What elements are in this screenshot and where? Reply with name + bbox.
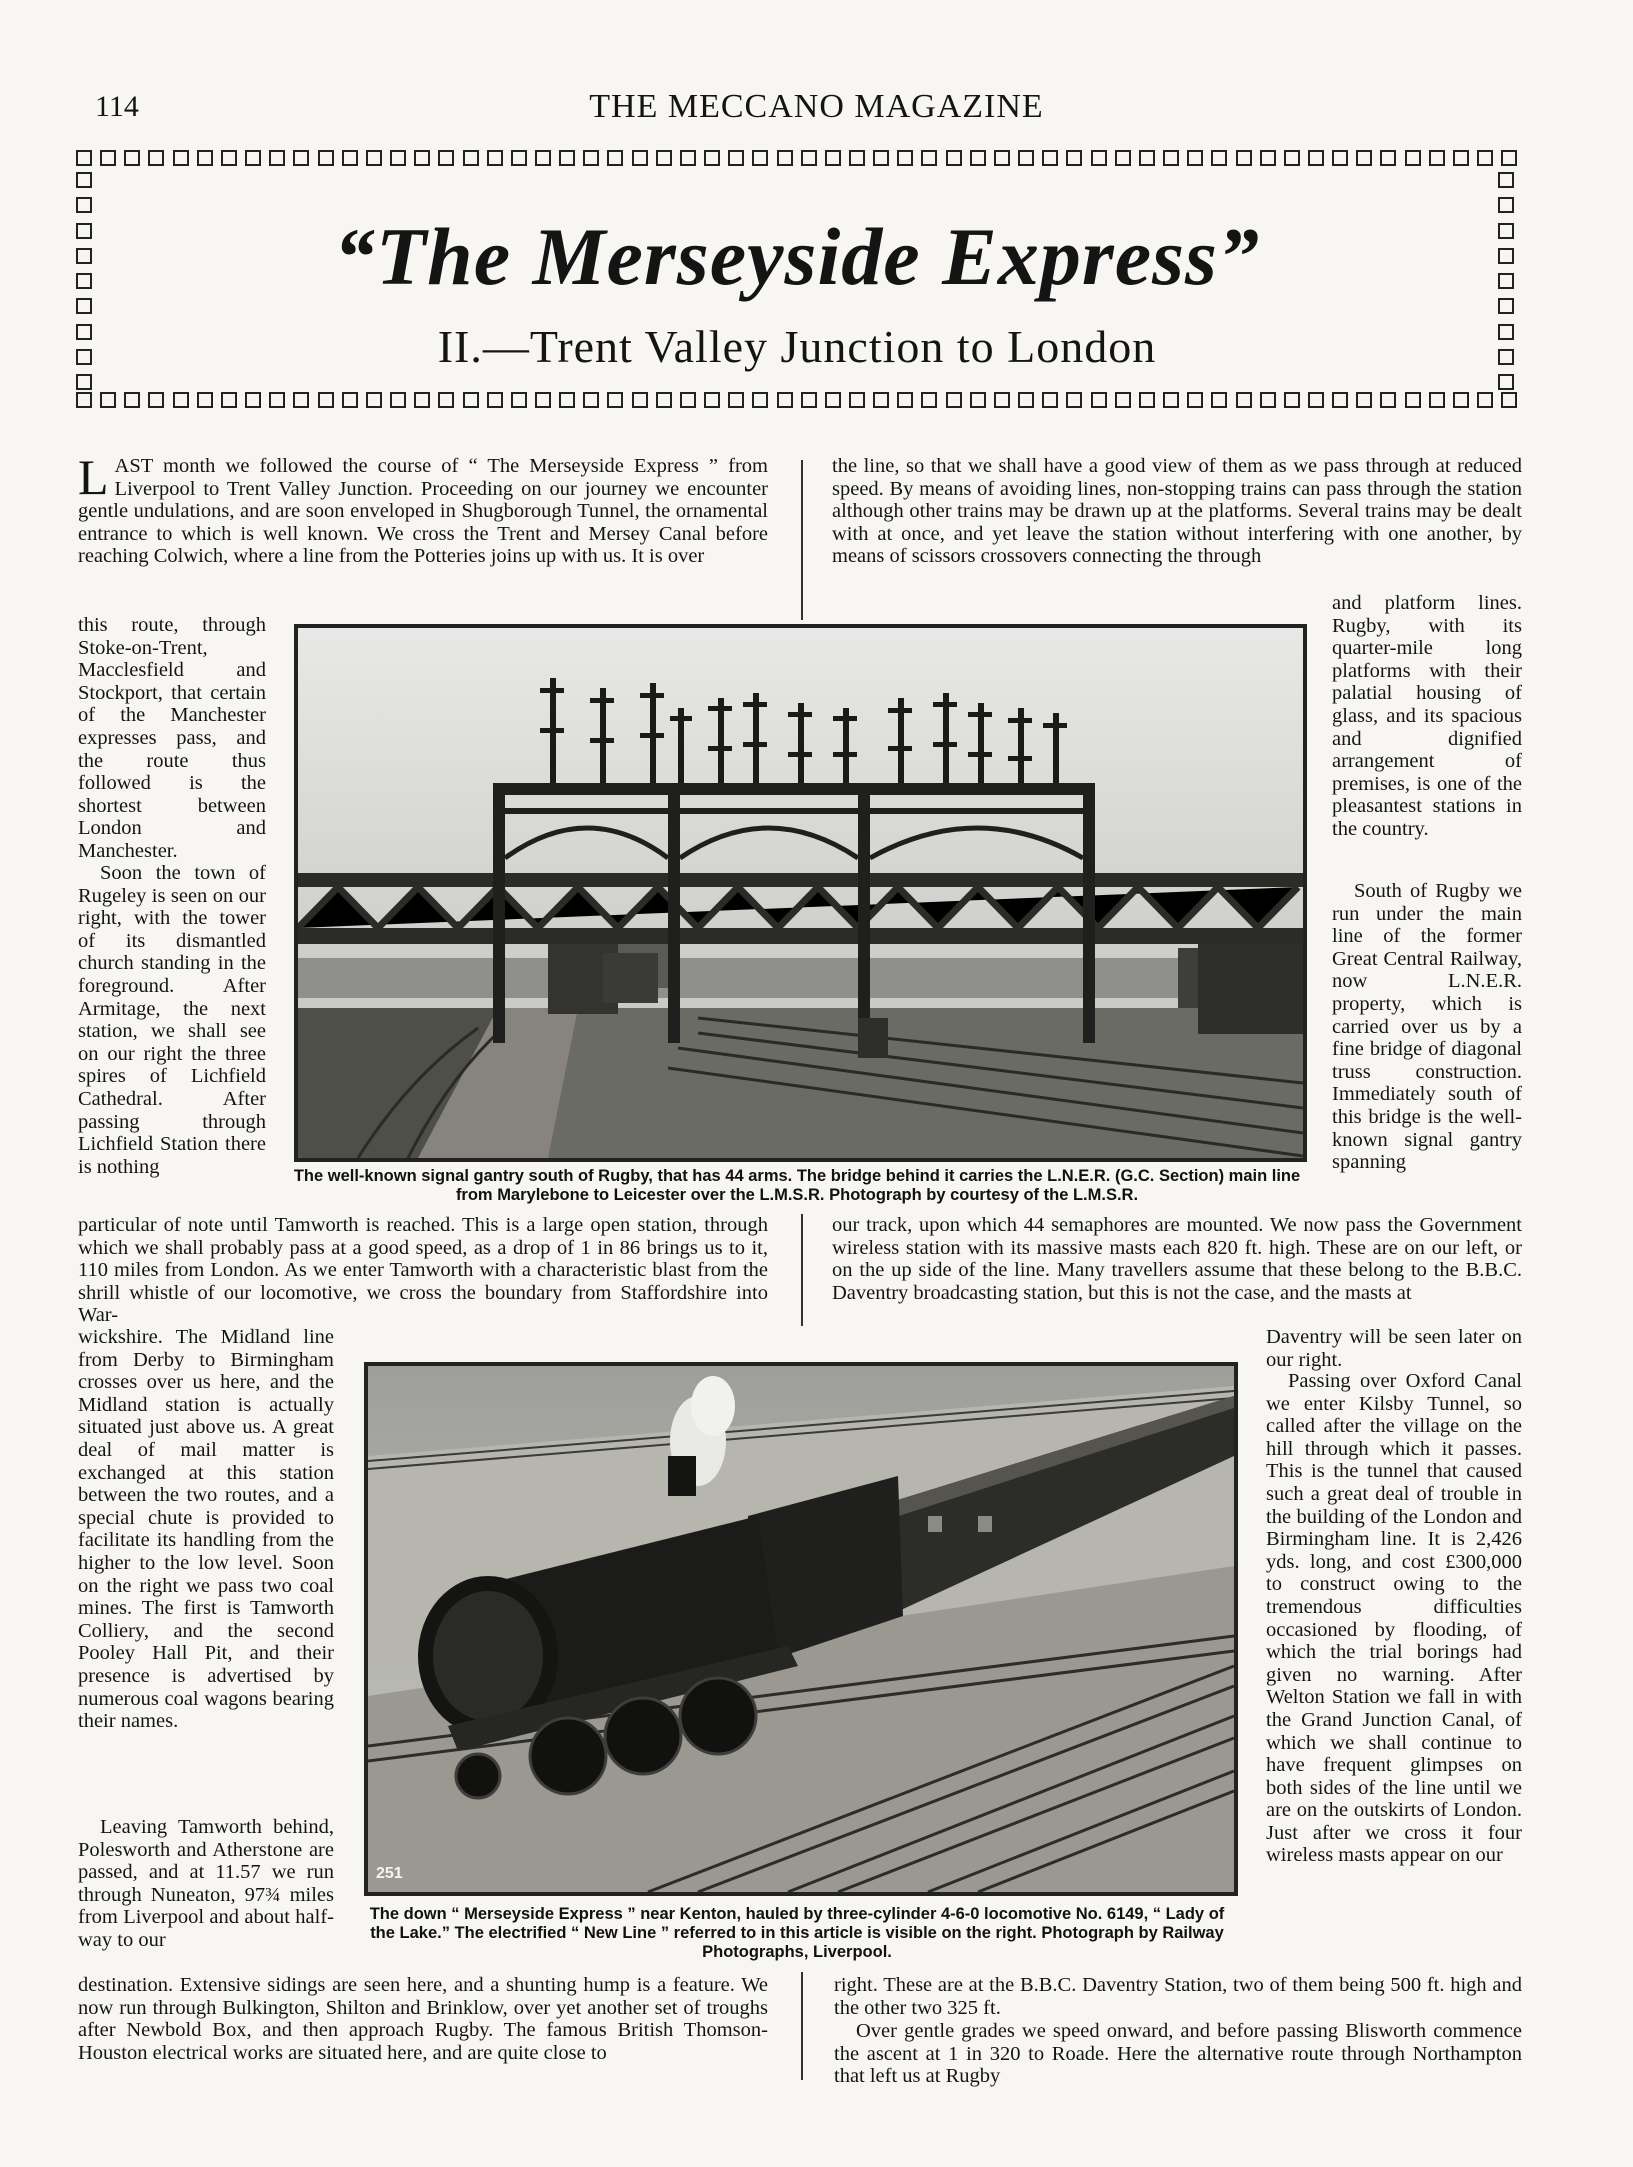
border-square <box>438 150 454 166</box>
border-square <box>1139 150 1155 166</box>
signal-gantry-illustration <box>298 628 1303 1158</box>
border-square <box>1260 150 1276 166</box>
border-square <box>1501 392 1517 408</box>
border-square <box>487 150 503 166</box>
paragraph: particular of note until Tamworth is reached. This is a large open station, through which we shall probably pass at a good speed, as a drop of 1 in 86 brings us to it, 110 miles from London. As we enter Tamworth with a characteristic blast from the shrill whistle of our locomotive, we cross the boundary from Staffordshire into War- <box>78 1214 768 1327</box>
border-square <box>342 150 358 166</box>
border-square <box>656 150 672 166</box>
border-square <box>680 150 696 166</box>
border-square <box>1429 392 1445 408</box>
border-square <box>1429 150 1445 166</box>
train-photo-caption: The down “ Merseyside Express ” near Kenton, hauled by three-cylinder 4-6-0 locomotive No. 6149, “ Lady of the Lake.” The electrified “ New Line ” referred to in this article is visible on the right. Photograph by Railway Photographs, Liverpool. <box>369 1905 1225 1961</box>
border-square <box>801 392 817 408</box>
border-square <box>366 150 382 166</box>
border-square <box>221 150 237 166</box>
border-square <box>1332 150 1348 166</box>
border-square <box>777 150 793 166</box>
border-square <box>632 392 648 408</box>
paragraph: Passing over Oxford Canal we enter Kilsby Tunnel, so called after the village on the hill through which it passes. This is the tunnel that caused such a great deal of trouble in the building of the London and Birmingham line. It is 2,426 yds. long, and cost £300,000 to construct owing to the tremendous difficulties occasioned by flooding, of which the trial borings had given no warning. After Welton Station we fall in with the Grand Junction Canal, of which we shall continue to have frequent glimpses on both sides of the line until we are on the outskirts of London. Just after we cross it four wireless masts appear on our <box>1266 1370 1522 1867</box>
border-square <box>414 150 430 166</box>
border-square <box>704 150 720 166</box>
border-square <box>342 392 358 408</box>
border-square <box>173 150 189 166</box>
border-square <box>269 392 285 408</box>
border-square <box>535 150 551 166</box>
border-square <box>197 392 213 408</box>
border-square <box>463 150 479 166</box>
border-square <box>1380 392 1396 408</box>
border-square <box>970 392 986 408</box>
border-square <box>1308 150 1324 166</box>
paragraph: Over gentle grades we speed onward, and before passing Blisworth commence the ascent at 1 in 320 to Roade. Here the alternative route through Northampton that left us at Rugby <box>834 2020 1522 2088</box>
border-square <box>777 392 793 408</box>
border-square <box>1211 150 1227 166</box>
photo-number: 251 <box>376 1865 403 1882</box>
gantry-photo-caption: The well-known signal gantry south of Rugby, that has 44 arms. The bridge behind it carries the L.N.E.R. (G.C. Section) main line from Marylebone to Leicester over the L.M.S.R. Photograph by courtesy of the L.M.S.R. <box>293 1167 1301 1204</box>
border-square <box>583 150 599 166</box>
paragraph: Leaving Tamworth behind, Polesworth and Atherstone are passed, and at 11.57 we run through Nuneaton, 97¾ miles from Liverpool and about half-way to our <box>78 1816 334 1951</box>
border-square <box>245 392 261 408</box>
border-square <box>1405 392 1421 408</box>
border-square <box>559 150 575 166</box>
border-square <box>318 150 334 166</box>
border-square <box>148 392 164 408</box>
border-square <box>1498 374 1514 390</box>
border-square <box>1477 392 1493 408</box>
border-square <box>825 150 841 166</box>
border-square <box>1091 392 1107 408</box>
paragraph: and platform lines. Rugby, with its quarter-mile long platforms with their palatial housing of glass, and its spacious and dignified arrangement of premises, is one of the pleasantest stations in the country. <box>1332 592 1522 840</box>
border-square <box>607 392 623 408</box>
border-square <box>390 150 406 166</box>
border-square <box>414 392 430 408</box>
border-square <box>76 392 92 408</box>
border-square <box>269 150 285 166</box>
border-square <box>680 392 696 408</box>
border-square <box>1332 392 1348 408</box>
border-square <box>293 150 309 166</box>
page-number: 114 <box>95 90 139 123</box>
border-square <box>1018 392 1034 408</box>
border-square <box>173 392 189 408</box>
border-square <box>1356 150 1372 166</box>
border-square <box>76 374 92 390</box>
signal-gantry-photo <box>294 624 1307 1162</box>
article-subtitle: II.—Trent Valley Junction to London <box>437 321 1157 372</box>
border-square <box>1115 150 1131 166</box>
border-square <box>390 392 406 408</box>
border-square <box>897 150 913 166</box>
border-square <box>1066 392 1082 408</box>
paragraph: the line, so that we shall have a good view of them as we pass through at reduced speed. By means of avoiding lines, non-stopping trains can pass through the station although other trains may be drawn up at the platforms. Several trains may be dealt with at once, and yet leave the station without interfering with one another, by means of scissors crossovers connecting the through <box>832 455 1522 568</box>
border-square <box>728 392 744 408</box>
paragraph-text: AST month we followed the course of “ The Merseyside Express ” from Liverpool to Trent Valley Junction. Proceeding on our journey we encounter gentle undulations, and are soon enveloped in Shugborough Tunnel, the ornamental entrance to which is well known. We cross the Trent and Mersey Canal before reaching Colwich, where a line from the Potteries joins up with us. It is over <box>78 455 768 568</box>
paragraph: destination. Extensive sidings are seen here, and a shunting hump is a feature. We now run through Bulkington, Shilton and Brinklow, over yet another set of troughs after Newbold Box, and then approach Rugby. The famous British Thomson-Houston electrical works are situated here, and are quite close to <box>78 1974 768 2064</box>
border-square <box>607 150 623 166</box>
border-square <box>946 150 962 166</box>
paragraph: right. These are at the B.B.C. Daventry Station, two of them being 500 ft. high and the other two 325 ft. <box>834 1974 1522 2019</box>
border-square <box>873 150 889 166</box>
border-square <box>849 150 865 166</box>
border-square <box>76 150 92 166</box>
border-square <box>535 392 551 408</box>
border-square <box>1498 172 1514 188</box>
border-square <box>1163 150 1179 166</box>
border-square <box>511 150 527 166</box>
border-square <box>511 392 527 408</box>
border-square <box>1260 392 1276 408</box>
border-square <box>221 392 237 408</box>
border-square <box>825 392 841 408</box>
paragraph <box>78 449 768 568</box>
border-square <box>1308 392 1324 408</box>
border-square <box>970 150 986 166</box>
border-square <box>1501 150 1517 166</box>
border-square <box>1066 150 1082 166</box>
border-square <box>921 392 937 408</box>
border-square <box>873 392 889 408</box>
border-square <box>1211 392 1227 408</box>
paragraph: South of Rugby we run under the main line of the former Great Central Railway, now L.N.E.R. property, which is carried over us by a fine bridge of diagonal truss construction. Immediately south of this bridge is the well-known signal gantry spanning <box>1332 880 1522 1174</box>
border-square <box>245 150 261 166</box>
paragraph: Daventry will be seen later on our right. <box>1266 1326 1522 1371</box>
border-square <box>752 150 768 166</box>
border-square <box>1018 150 1034 166</box>
border-square <box>1380 150 1396 166</box>
border-square <box>1477 150 1493 166</box>
column-rule <box>801 460 803 620</box>
border-square <box>1284 392 1300 408</box>
border-square <box>366 392 382 408</box>
border-square <box>197 150 213 166</box>
border-square <box>1284 150 1300 166</box>
border-square <box>1236 392 1252 408</box>
border-square <box>1236 150 1252 166</box>
border-square <box>1042 150 1058 166</box>
border-square <box>1187 392 1203 408</box>
border-square <box>921 150 937 166</box>
border-square <box>994 150 1010 166</box>
border-square <box>124 392 140 408</box>
border-square <box>1091 150 1107 166</box>
merseyside-express-photo <box>364 1362 1238 1896</box>
paragraph: wickshire. The Midland line from Derby to Birmingham crosses over us here, and the Midland station is actually situated just above us. A great deal of mail matter is exchanged at this station between the two routes, and a special chute is provided to facilitate its handling from the higher to the low level. Soon on the right we pass two coal mines. The first is Tamworth Colliery, and the second Pooley Hall Pit, and their presence is advertised by numerous coal wagons bearing their names. <box>78 1326 334 1733</box>
column-rule <box>801 1972 803 2080</box>
magazine-title: THE MECCANO MAGAZINE <box>589 88 1044 125</box>
paragraph: this route, through Stoke-on-Trent, Macclesfield and Stockport, that certain of the Manchester expresses pass, and the route thus followed is the shortest between London and Manchester. <box>78 614 266 862</box>
border-square <box>1356 392 1372 408</box>
border-square <box>704 392 720 408</box>
border-square <box>438 392 454 408</box>
border-square <box>487 392 503 408</box>
article-title: “The Merseyside Express” <box>334 211 1260 302</box>
border-square <box>1163 392 1179 408</box>
border-square <box>76 172 92 188</box>
drop-cap: L <box>78 449 109 505</box>
border-square <box>801 150 817 166</box>
paragraph: Soon the town of Rugeley is seen on our right, with the tower of its dismantled church standing in the foreground. After Armitage, the next station, we shall see on our right the three spires of Lichfield Cathedral. After passing through Lichfield Station there is nothing <box>78 862 266 1178</box>
border-square <box>1453 392 1469 408</box>
border-square <box>1139 392 1155 408</box>
column-rule <box>801 1214 803 1326</box>
border-square <box>946 392 962 408</box>
border-square <box>897 392 913 408</box>
border-square <box>463 392 479 408</box>
border-square <box>293 392 309 408</box>
locomotive-illustration <box>368 1366 1234 1892</box>
border-square <box>1042 392 1058 408</box>
border-square <box>728 150 744 166</box>
border-square <box>1453 150 1469 166</box>
border-square <box>124 150 140 166</box>
border-square <box>1187 150 1203 166</box>
border-square <box>559 392 575 408</box>
border-square <box>656 392 672 408</box>
border-square <box>100 150 116 166</box>
border-square <box>1115 392 1131 408</box>
border-square <box>148 150 164 166</box>
border-square <box>318 392 334 408</box>
border-square <box>849 392 865 408</box>
border-square <box>752 392 768 408</box>
border-square <box>632 150 648 166</box>
paragraph: our track, upon which 44 semaphores are mounted. We now pass the Government wireless station with its massive masts each 820 ft. high. These are on our left, or on the up side of the line. Many travellers assume that these belong to the B.B.C. Daventry broadcasting station, but this is not the case, and the masts at <box>832 1214 1522 1304</box>
border-square <box>994 392 1010 408</box>
border-square <box>1405 150 1421 166</box>
border-square <box>583 392 599 408</box>
border-square <box>100 392 116 408</box>
